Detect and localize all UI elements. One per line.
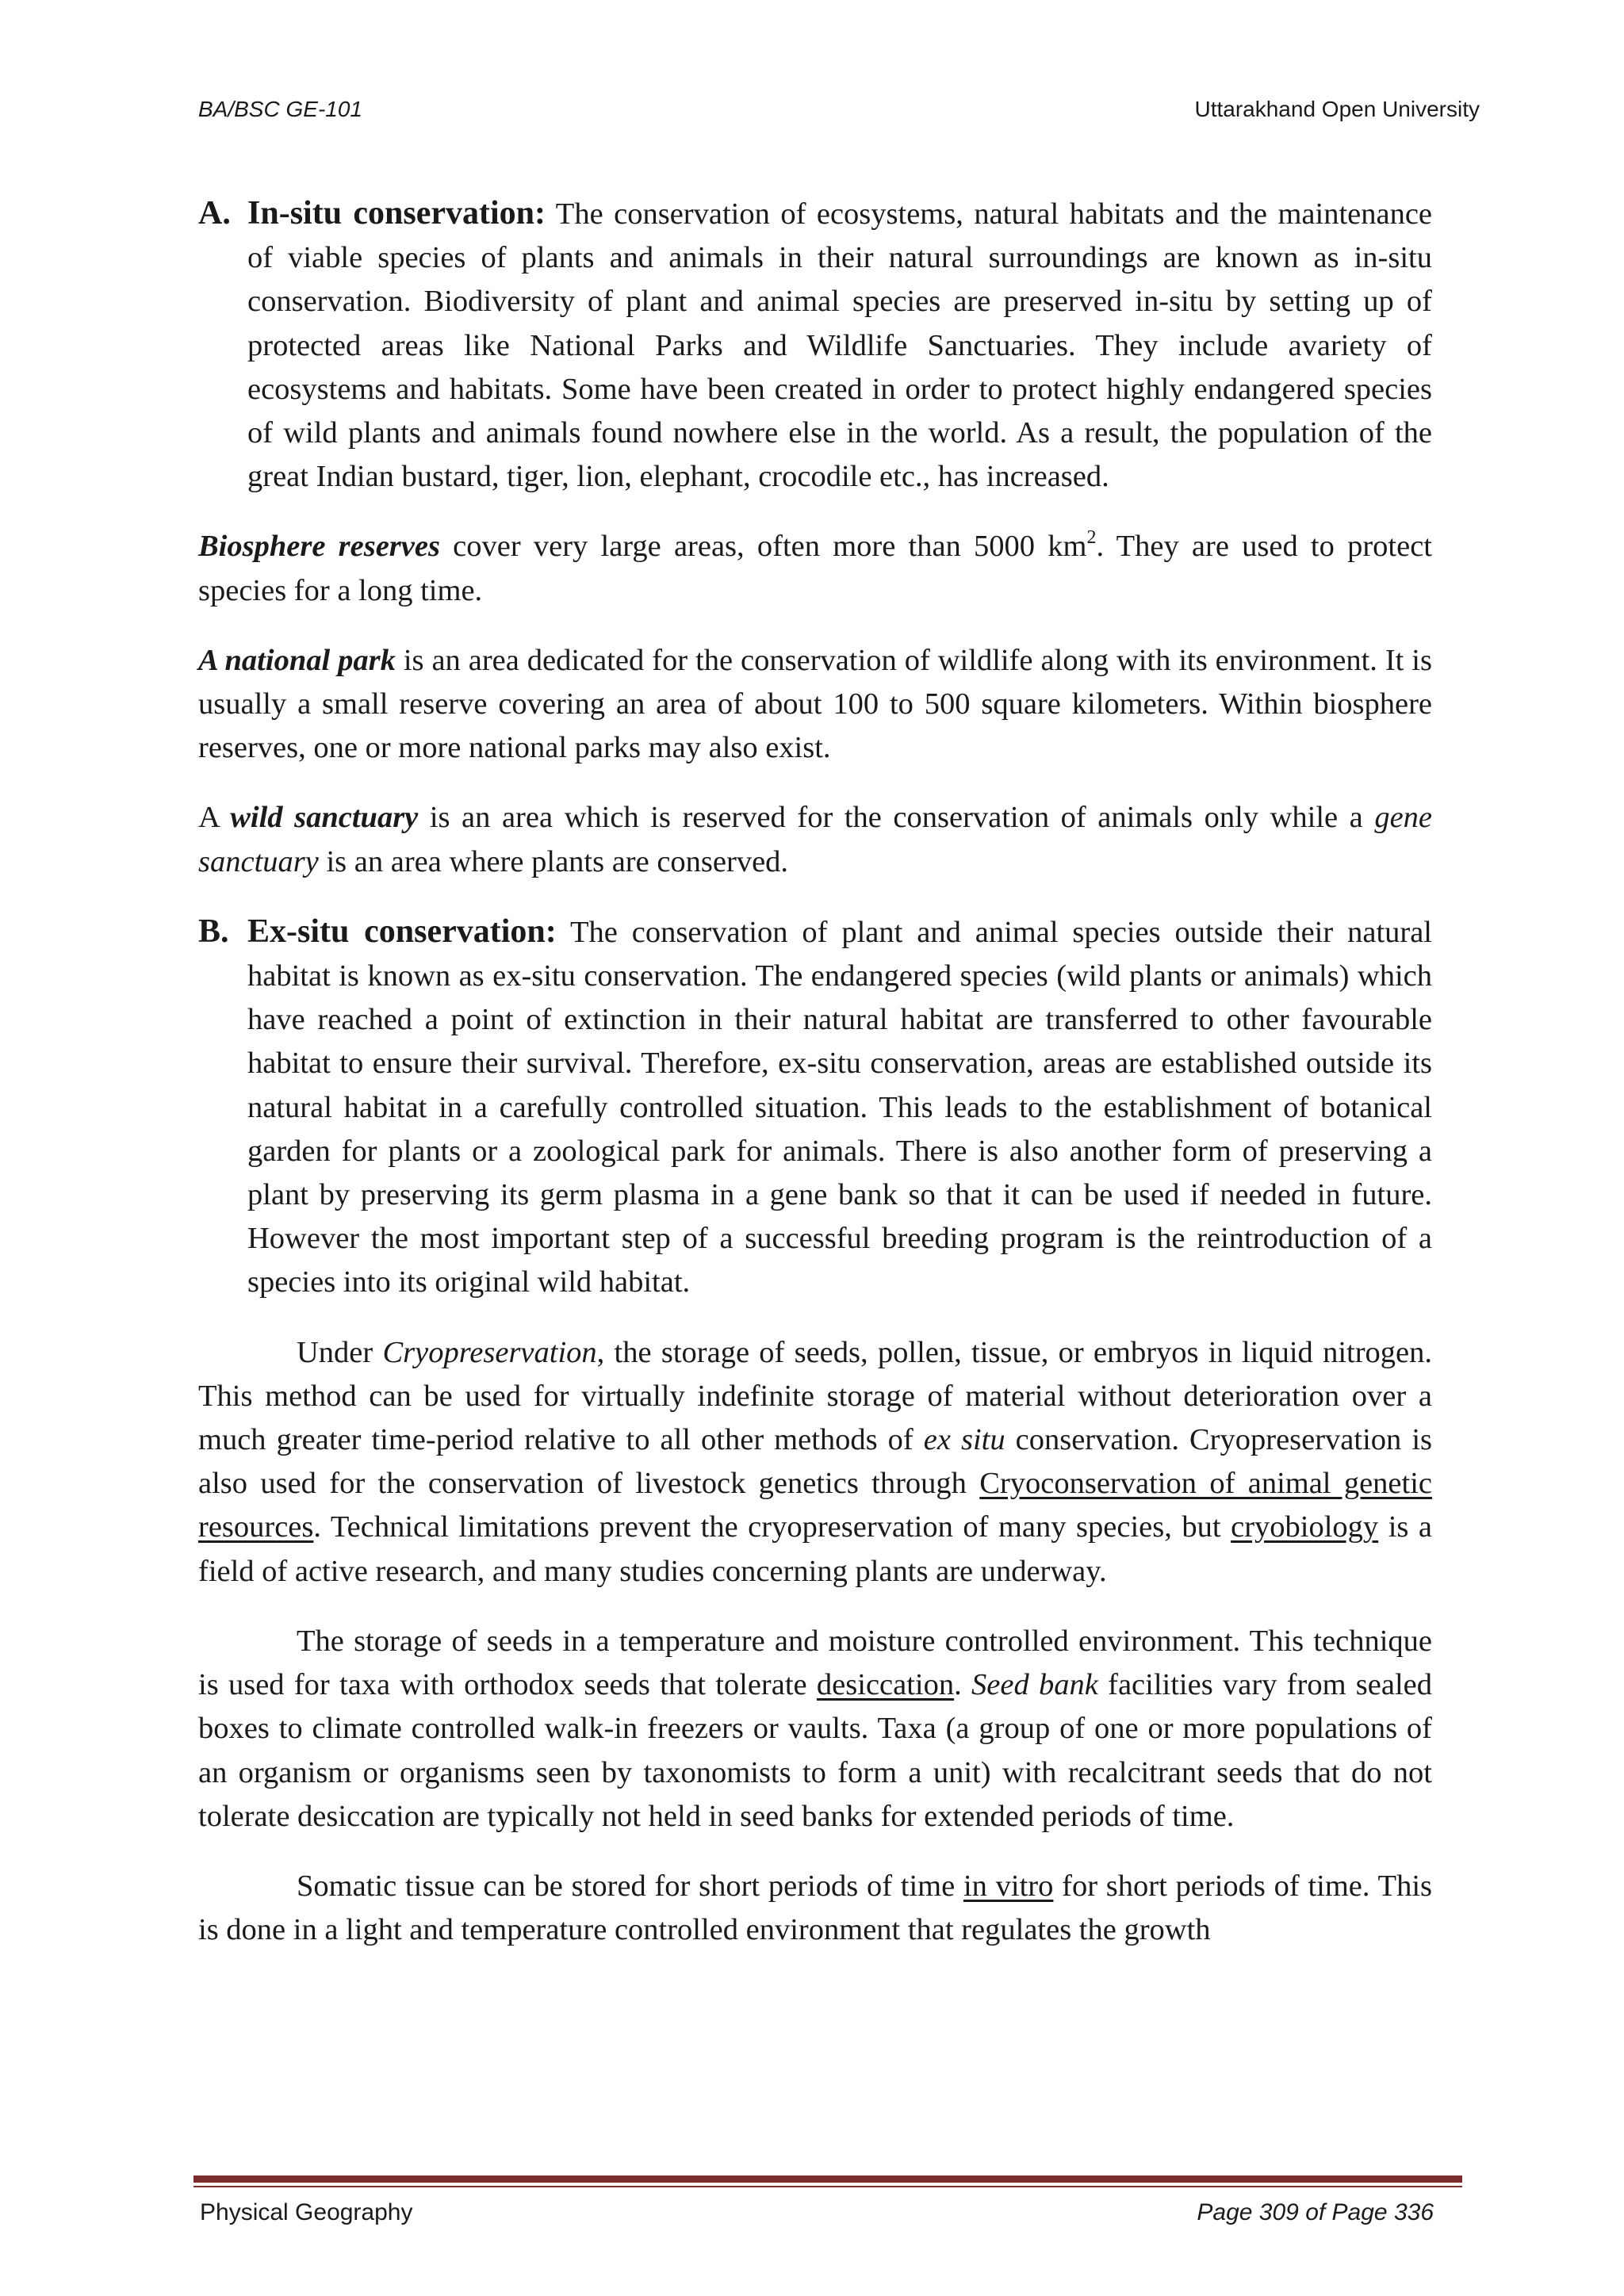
- section-in-situ: [198, 192, 1432, 499]
- footer-subject: Physical Geography: [200, 2199, 413, 2225]
- section-letter: A.: [198, 195, 231, 232]
- link-cryoconservation[interactable]: Cryoconservation of animal genetic resources: [198, 1467, 1432, 1544]
- term-seed-bank: Seed bank: [971, 1668, 1098, 1702]
- link-desiccation[interactable]: desiccation: [816, 1668, 955, 1702]
- superscript: 2: [1086, 527, 1097, 549]
- section-letter: B.: [198, 913, 229, 950]
- link-in-vitro[interactable]: in vitro: [963, 1869, 1054, 1903]
- section-title: Ex-situ conservation:: [247, 913, 557, 950]
- term-biosphere-reserves: Biosphere reserves: [198, 530, 440, 564]
- running-header-course: BA/BSC GE-101: [198, 97, 362, 121]
- paragraph-sanctuary: A wild sanctuary is an area which is reserved for the conservation of animals only while a gene sanctuary is an area where plants are conserved.: [198, 801, 1432, 878]
- section-body: The conservation of plant and animal species outside their natural habitat is known as ex-situ conservation. The endangered species (wild plants or animals) which have reached a point of extinction in their natural habitat are transferred to other favourable habitat to ensure their survival. Therefore, ex-situ conservation, areas are established outside its natural habitat in a carefully controlled situation. This leads to the establishment of botanical garden for plants or a zoological park for animals. There is also another form of preserving a plant by preserving its germ plasma in a gene bank so that it can be used if needed in future. However the most important step of a successful breeding program is the reintroduction of a species into its original wild habitat.: [247, 915, 1432, 1299]
- term-ex-situ: ex situ: [923, 1423, 1005, 1457]
- term-national-park: A national park: [198, 643, 396, 677]
- section-ex-situ: [198, 910, 1432, 1305]
- footer-rule-thick: [193, 2175, 1462, 2183]
- footer-page-number: Page 309 of Page 336: [1197, 2199, 1434, 2225]
- term-wild-sanctuary: wild sanctuary: [230, 801, 419, 835]
- paragraph-national-park: A national park is an area dedicated for the conservation of wildlife along with its environment. It is usually a small reserve covering an area of about 100 to 500 square kilometers. Within biosphere reserves, one or more national parks may also exist.: [198, 643, 1432, 765]
- paragraph-seed-bank: The storage of seeds in a temperature and moisture controlled environment. This technique is used for taxa with orthodox seeds that tolerate desiccation. Seed bank facilities vary from sealed boxes to climate controlled walk-in freezers or vaults. Taxa (a group of one or more populations of an organism or organisms seen by taxonomists to form a unit) with recalcitrant seeds that do not tolerate desiccation are typically not held in seed banks for extended periods of time.: [198, 1624, 1433, 1833]
- term-cryopreservation: Cryopreservation: [382, 1335, 597, 1369]
- section-title: In-situ conservation:: [247, 195, 546, 232]
- paragraph-somatic-tissue: Somatic tissue can be stored for short periods of time in vitro for short periods of time. This is done in a light and temperature controlled environment that regulates the growth: [198, 1869, 1432, 1947]
- footer-rule-thin: [193, 2186, 1462, 2187]
- paragraph-cryopreservation: Under Cryopreservation, the storage of seeds, pollen, tissue, or embryos in liquid nitrogen. This method can be used for virtually indefinite storage of material without deterioration over a much greater time-period relative to all other methods of ex situ conservation. Cryopreservation is also used for the conservation of livestock genetics through Cryoconservation of animal genetic resources. Technical limitations prevent the cryopreservation of many species, but cryobiology is a field of active research, and many studies concerning plants are underway.: [198, 1335, 1432, 1588]
- section-body: The conservation of ecosystems, natural habitats and the maintenance of viable species of plants and animals in their natural surroundings are known as in-situ conservation. Biodiversity of plant and animal species are preserved in-situ by setting up of protected areas like National Parks and Wildlife Sanctuaries. They include avariety of ecosystems and habitats. Some have been created in order to protect highly endangered species of wild plants and animals found nowhere else in the world. As a result, the population of the great Indian bustard, tiger, lion, elephant, crocodile etc., has increased.: [247, 197, 1432, 494]
- link-cryobiology[interactable]: cryobiology: [1231, 1510, 1379, 1544]
- running-header-university: Uttarakhand Open University: [1194, 97, 1480, 121]
- paragraph-biosphere: Biosphere reserves cover very large areas, often more than 5000 $km^2$. They are used to protect species for a long time.: [198, 527, 1432, 607]
- page-body: [198, 192, 1432, 1978]
- term-gene-sanctuary: gene sanctuary: [198, 801, 1432, 878]
